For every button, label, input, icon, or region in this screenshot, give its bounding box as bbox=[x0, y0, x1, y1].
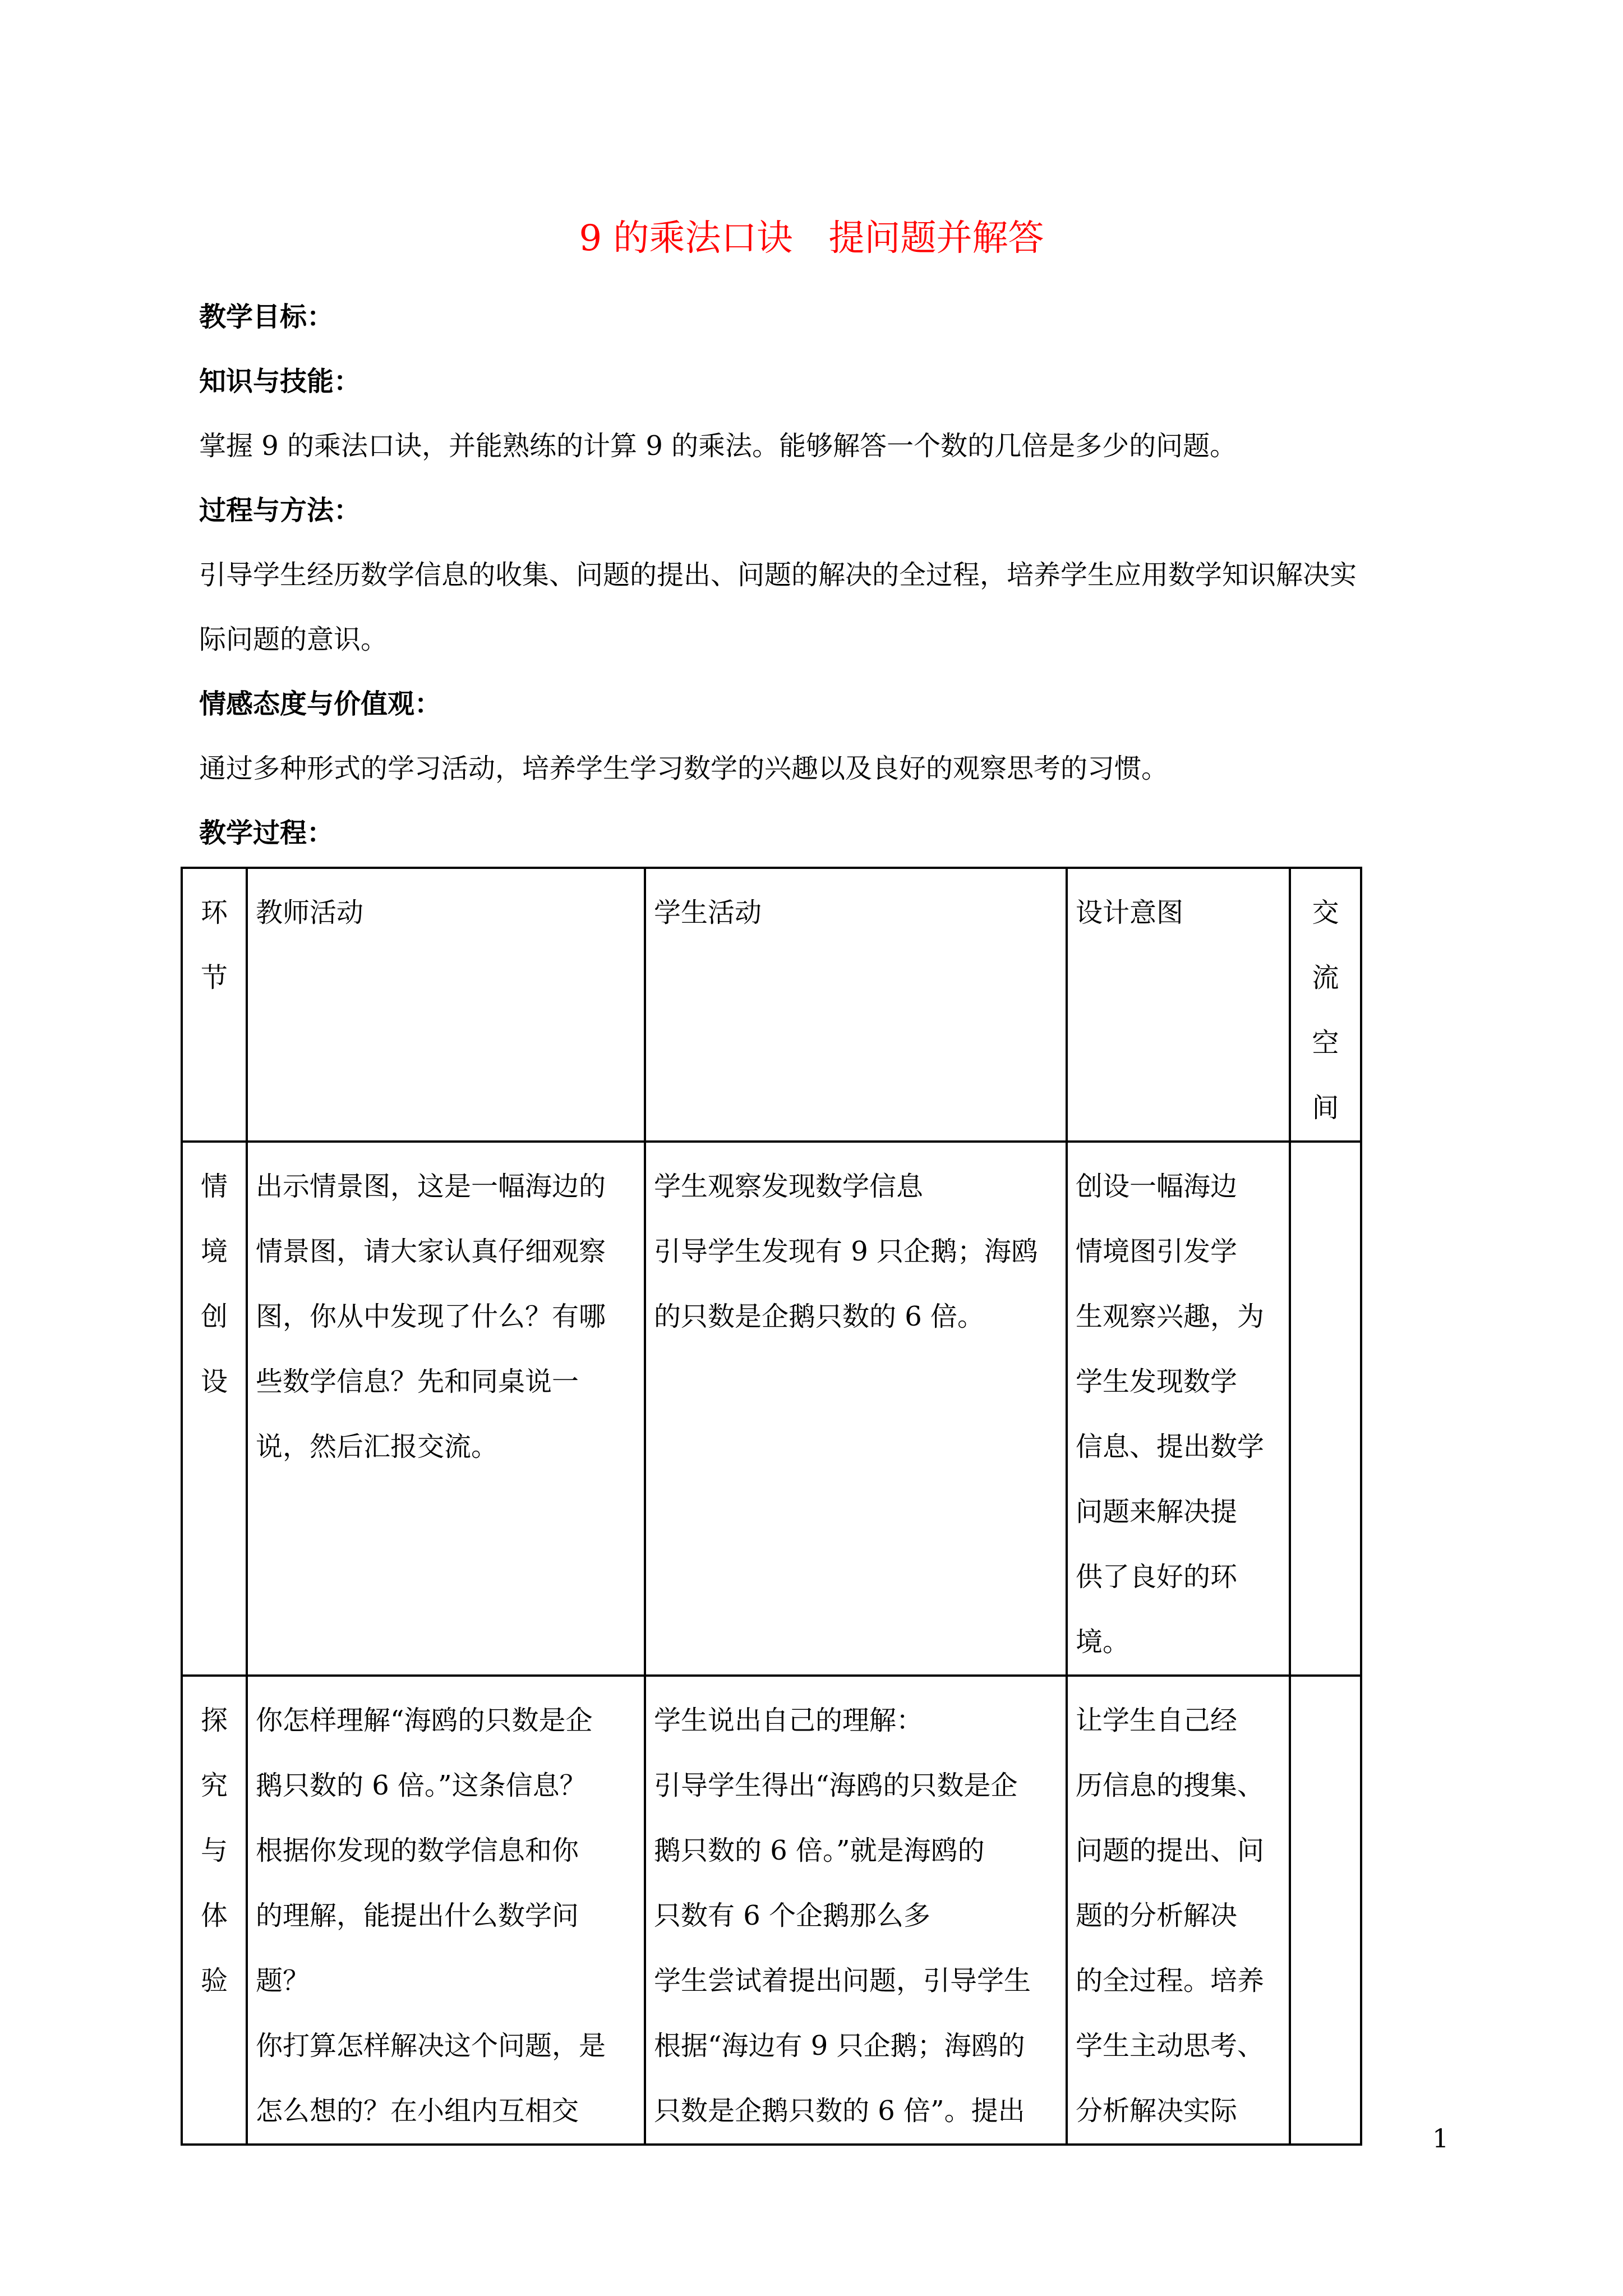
stage-char: 境 bbox=[200, 1236, 228, 1267]
stage-char: 情 bbox=[200, 1171, 228, 1202]
teacher-line: 根据你发现的数学信息和你 bbox=[256, 1835, 579, 1866]
design-line: 学生主动思考、 bbox=[1076, 2030, 1265, 2062]
student-line: 只数有 6 个企鹅那么多 bbox=[654, 1900, 931, 1931]
teacher-line: 鹅只数的 6 倍。”这条信息？ bbox=[256, 1770, 587, 1801]
header-stage bbox=[182, 868, 247, 1142]
table-header-row bbox=[182, 868, 1361, 1142]
header-exchange-char: 空 bbox=[1312, 1027, 1339, 1059]
design-line: 境。 bbox=[1076, 1626, 1130, 1658]
table-row bbox=[182, 1142, 1361, 1676]
row1-teacher bbox=[247, 1142, 645, 1676]
teacher-line: 些数学信息？先和同桌说一 bbox=[256, 1366, 579, 1397]
stage-char: 体 bbox=[200, 1900, 228, 1931]
design-line: 的全过程。培养 bbox=[1076, 1965, 1265, 1996]
student-line: 学生尝试着提出问题，引导学生 bbox=[654, 1965, 1031, 1996]
header-design-label: 设计意图 bbox=[1076, 897, 1184, 928]
student-line: 引导学生发现有 9 只企鹅；海鸥 bbox=[654, 1236, 1039, 1267]
emotion-heading: 情感态度与价值观： bbox=[199, 688, 442, 720]
teacher-line: 你打算怎样解决这个问题，是 bbox=[256, 2030, 606, 2062]
row1-student bbox=[645, 1142, 1067, 1676]
student-line: 学生说出自己的理解： bbox=[654, 1705, 924, 1736]
student-line: 鹅只数的 6 倍。”就是海鸥的 bbox=[654, 1835, 985, 1866]
design-line: 让学生自己经 bbox=[1076, 1705, 1238, 1736]
stage-char: 验 bbox=[200, 1965, 228, 1996]
design-line: 历信息的搜集、 bbox=[1076, 1770, 1265, 1801]
page-number: 1 bbox=[1432, 2123, 1449, 2154]
row2-student bbox=[645, 1676, 1067, 2145]
design-line: 题的分析解决 bbox=[1076, 1900, 1238, 1931]
header-stage-char: 环 bbox=[200, 897, 228, 928]
teacher-line: 你怎样理解“海鸥的只数是企 bbox=[256, 1705, 593, 1736]
header-student bbox=[645, 868, 1067, 1142]
page-title: 9 的乘法口诀 提问题并解答 bbox=[579, 218, 1044, 259]
stage-char: 设 bbox=[200, 1366, 228, 1397]
stage-char: 究 bbox=[200, 1770, 228, 1801]
table-row bbox=[182, 1676, 1361, 2145]
row2-teacher bbox=[247, 1676, 645, 2145]
stage-char: 探 bbox=[200, 1705, 228, 1736]
student-line: 引导学生得出“海鸥的只数是企 bbox=[654, 1770, 1018, 1801]
teacher-line: 题？ bbox=[256, 1965, 310, 1996]
student-line: 根据“海边有 9 只企鹅；海鸥的 bbox=[654, 2030, 1025, 2062]
header-exchange-char: 交 bbox=[1312, 897, 1339, 928]
header-exchange-char: 间 bbox=[1312, 1092, 1339, 1124]
row2-design bbox=[1067, 1676, 1290, 2145]
row1-design bbox=[1067, 1142, 1290, 1676]
process-method-text-line1: 引导学生经历数学信息的收集、问题的提出、问题的解决的全过程，培养学生应用数学知识解决实 bbox=[199, 559, 1357, 591]
emotion-text: 通过多种形式的学习活动，培养学生学习数学的兴趣以及良好的观察思考的习惯。 bbox=[199, 753, 1169, 784]
header-exchange bbox=[1290, 868, 1361, 1142]
knowledge-heading: 知识与技能： bbox=[199, 366, 361, 397]
row2-exchange bbox=[1290, 1676, 1361, 2145]
design-line: 分析解决实际 bbox=[1076, 2095, 1238, 2127]
teacher-line: 情景图，请大家认真仔细观察 bbox=[256, 1236, 606, 1267]
teaching-process-heading: 教学过程： bbox=[199, 817, 334, 849]
teacher-line: 图，你从中发现了什么？有哪 bbox=[256, 1301, 606, 1332]
objectives-heading: 教学目标： bbox=[199, 301, 334, 333]
stage-char: 与 bbox=[200, 1835, 228, 1866]
header-teacher-label: 教师活动 bbox=[256, 897, 364, 928]
design-line: 信息、提出数学 bbox=[1076, 1431, 1265, 1462]
row1-stage bbox=[182, 1142, 247, 1676]
teacher-line: 出示情景图，这是一幅海边的 bbox=[256, 1171, 606, 1202]
teacher-line: 说，然后汇报交流。 bbox=[256, 1431, 499, 1462]
student-line: 只数是企鹅只数的 6 倍”。提出 bbox=[654, 2095, 1025, 2127]
stage-char: 创 bbox=[200, 1301, 228, 1332]
teacher-line: 的理解，能提出什么数学问 bbox=[256, 1900, 579, 1931]
process-method-heading: 过程与方法： bbox=[199, 495, 361, 526]
process-method-text-line2: 际问题的意识。 bbox=[199, 624, 388, 655]
header-design bbox=[1067, 868, 1290, 1142]
student-line: 的只数是企鹅只数的 6 倍。 bbox=[654, 1301, 985, 1332]
student-line: 学生观察发现数学信息 bbox=[654, 1171, 924, 1202]
knowledge-text: 掌握 9 的乘法口诀，并能熟练的计算 9 的乘法。能够解答一个数的几倍是多少的问题。 bbox=[199, 430, 1237, 462]
design-line: 问题来解决提 bbox=[1076, 1496, 1238, 1527]
teacher-line: 怎么想的？在小组内互相交 bbox=[256, 2095, 579, 2127]
row1-exchange bbox=[1290, 1142, 1361, 1676]
design-line: 学生发现数学 bbox=[1076, 1366, 1238, 1397]
design-line: 问题的提出、问 bbox=[1076, 1835, 1265, 1866]
header-student-label: 学生活动 bbox=[654, 897, 762, 928]
teaching-process-table bbox=[181, 867, 1362, 2146]
design-line: 供了良好的环 bbox=[1076, 1561, 1238, 1593]
row2-stage bbox=[182, 1676, 247, 2145]
header-exchange-char: 流 bbox=[1312, 962, 1339, 993]
header-teacher bbox=[247, 868, 645, 1142]
design-line: 创设一幅海边 bbox=[1076, 1171, 1238, 1202]
header-stage-char: 节 bbox=[200, 962, 228, 993]
design-line: 情境图引发学 bbox=[1076, 1236, 1238, 1267]
design-line: 生观察兴趣，为 bbox=[1076, 1301, 1265, 1332]
